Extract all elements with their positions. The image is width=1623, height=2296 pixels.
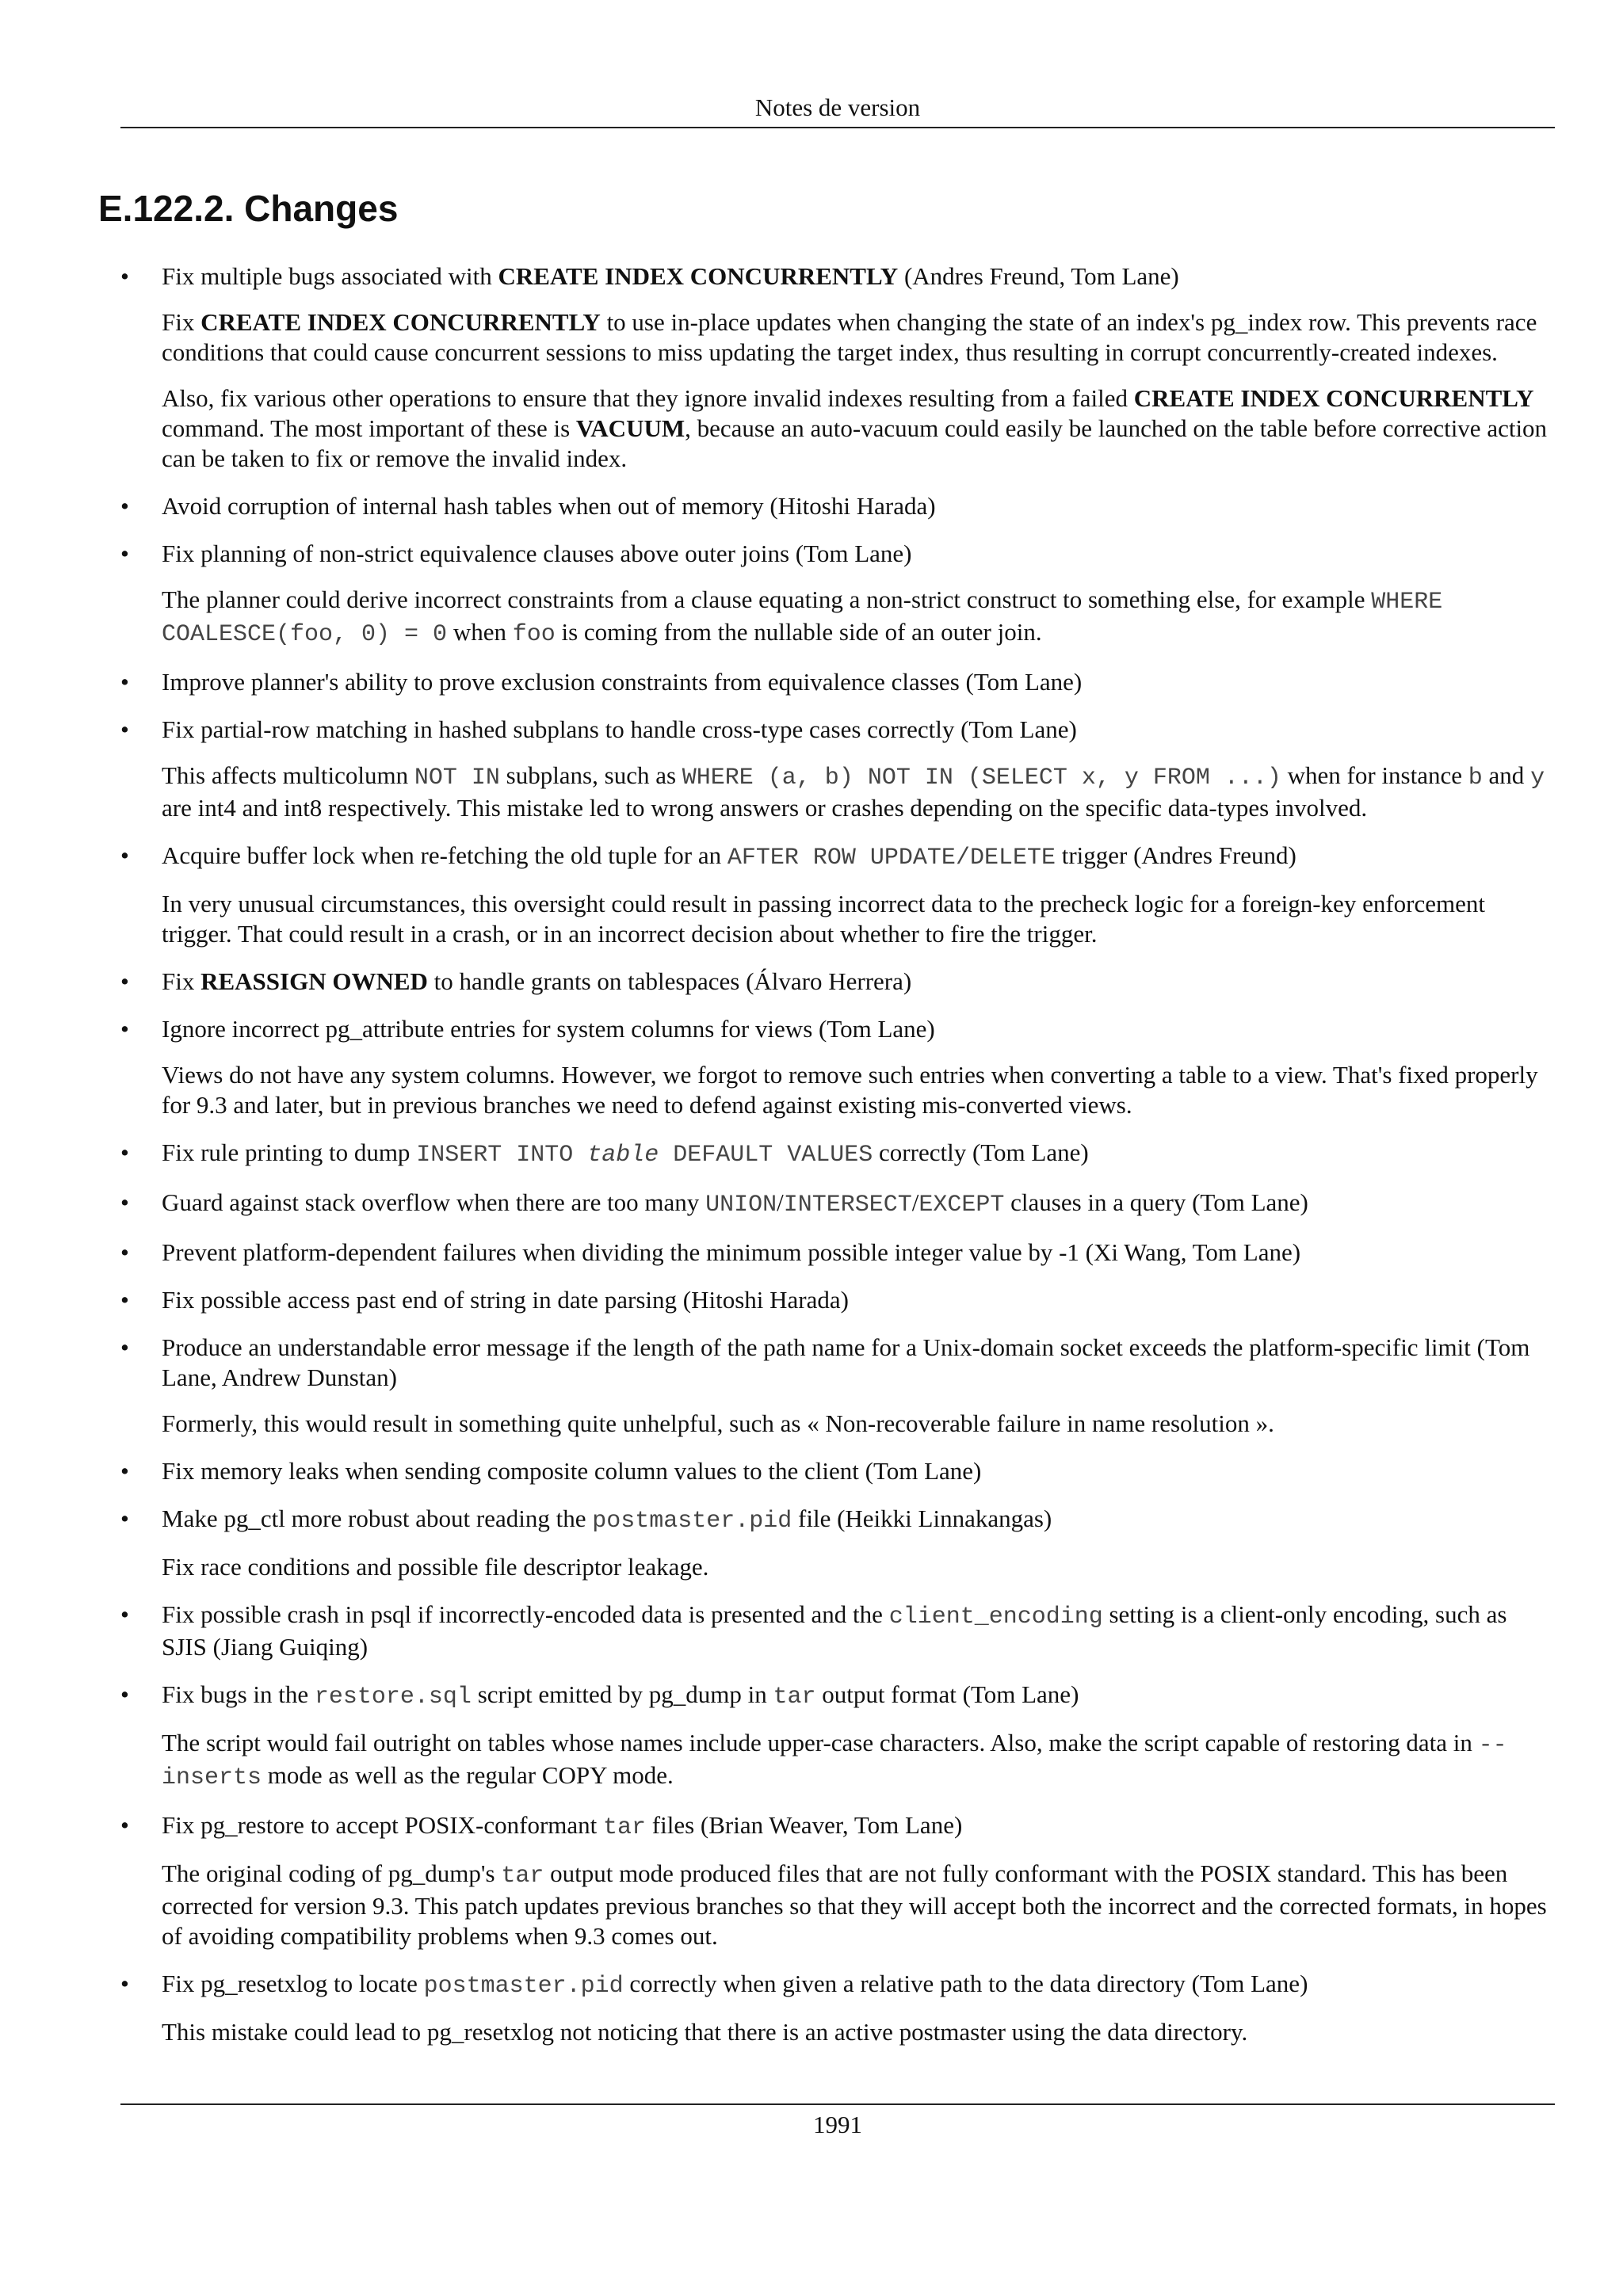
item-summary: Avoid corruption of internal hash tables when out of memory (Hitoshi Harada) [162, 492, 936, 520]
bullet: • [120, 1505, 129, 1532]
list-item [120, 967, 1555, 997]
bullet: • [120, 715, 129, 743]
page-number: 1991 [813, 2111, 862, 2138]
item-detail: The planner could derive incorrect constraints from a clause equating a non-strict construct to something else, for example WHERE COALESCE(foo, 0) = 0 when foo is coming from the nullable side of an outer join. [162, 585, 1443, 648]
item-summary: Fix pg_restore to accept POSIX-conformant tar files (Brian Weaver, Tom Lane) [162, 1811, 963, 1841]
footer-rule [120, 2103, 1555, 2105]
item-summary: Prevent platform-dependent failures when dividing the minimum possible integer value by -1 (Xi Wang, Tom Lane) [162, 1238, 1301, 1266]
list-item [120, 491, 1555, 521]
item-detail: Formerly, this would result in something quite unhelpful, such as « Non-recoverable failure in name resolution ». [162, 1409, 1274, 1437]
bullet: • [120, 1333, 129, 1361]
item-summary: Guard against stack overflow when there are too many UNION/INTERSECT/EXCEPT clauses in a query (Tom Lane) [162, 1188, 1308, 1219]
bullet: • [120, 1188, 129, 1216]
item-summary: Fix possible crash in psql if incorrectly-encoded data is presented and the client_encoding setting is a client-only encoding, such as SJIS (Jiang Guiqing) [162, 1600, 1507, 1661]
item-detail: In very unusual circumstances, this oversight could result in passing incorrect data to the precheck logic for a foreign-key enforcement trigger. That could result in a crash, or in an incorrect decision about whether to fire the trigger. [162, 890, 1485, 948]
list-item [120, 1238, 1555, 1268]
item-detail: Fix CREATE INDEX CONCURRENTLY to use in-place updates when changing the state of an index's pg_index row. This prevents race conditions that could cause concurrent sessions to miss updating the target index, thus resulting in corrupt concurrently-created indexes. [162, 308, 1537, 366]
bullet: • [120, 668, 129, 696]
bullet: • [120, 540, 129, 567]
bullet: • [120, 492, 129, 520]
item-summary: Fix bugs in the restore.sql script emitted by pg_dump in tar output format (Tom Lane) [162, 1680, 1079, 1711]
item-detail: Also, fix various other operations to ensure that they ignore invalid indexes resulting from a failed CREATE INDEX CONCURRENTLY command. The most important of these is VACUUM, because an auto-vacuum could easily be launched on the table before corrective action can be taken to fix or remove the invalid index. [162, 384, 1548, 472]
item-summary: Fix memory leaks when sending composite column values to the client (Tom Lane) [162, 1457, 982, 1485]
item-summary: Fix REASSIGN OWNED to handle grants on tablespaces (Álvaro Herrera) [162, 967, 912, 995]
bullet: • [120, 1600, 129, 1628]
item-summary: Fix rule printing to dump INSERT INTO table DEFAULT VALUES correctly (Tom Lane) [162, 1138, 1089, 1169]
item-summary: Fix multiple bugs associated with CREATE INDEX CONCURRENTLY (Andres Freund, Tom Lane) [162, 262, 1179, 290]
list-item [120, 261, 1555, 474]
item-detail: This affects multicolumn NOT IN subplans, such as WHERE (a, b) NOT IN (SELECT x, y FROM ...) when for instance b and y are int4 and int8 respectively. This mistake led to wrong answers or crashes depending on the specific data-types involved. [162, 761, 1545, 822]
item-summary: Fix planning of non-strict equivalence clauses above outer joins (Tom Lane) [162, 540, 912, 567]
bullet: • [120, 1138, 129, 1166]
item-detail: This mistake could lead to pg_resetxlog not noticing that there is an active postmaster using the data directory. [162, 2018, 1248, 2046]
bullet: • [120, 841, 129, 869]
list-item [120, 1969, 1555, 2047]
list-item [120, 667, 1555, 697]
list-item [120, 715, 1555, 823]
item-summary: Produce an understandable error message if the length of the path name for a Unix-domain socket exceeds the platform-specific limit (Tom Lane, Andrew Dunstan) [162, 1333, 1530, 1391]
list-item [120, 539, 1555, 650]
list-item [120, 1810, 1555, 1951]
list-item [120, 1285, 1555, 1315]
list-item [120, 1680, 1555, 1793]
section-title: E.122.2. Changes [98, 188, 399, 229]
bullet: • [120, 1015, 129, 1043]
item-summary: Fix possible access past end of string in date parsing (Hitoshi Harada) [162, 1286, 849, 1314]
item-detail: The original coding of pg_dump's tar output mode produced files that are not fully conformant with the POSIX standard. This has been corrected for version 9.3. This patch updates previous branches so that they will accept both the incorrect and the corrected formats, in hopes of avoiding compatibility problems when 9.3 comes out. [162, 1859, 1547, 1950]
item-detail: The script would fail outright on tables whose names include upper-case characters. Also, make the script capable of restoring data in --inserts mode as well as the regular COPY mode. [162, 1729, 1507, 1791]
change-list [120, 261, 1555, 2065]
bullet: • [120, 967, 129, 995]
item-summary: Improve planner's ability to prove exclusion constraints from equivalence classes (Tom Lane) [162, 668, 1083, 696]
item-detail: Fix race conditions and possible file descriptor leakage. [162, 1553, 709, 1581]
list-item [120, 1188, 1555, 1220]
bullet: • [120, 1286, 129, 1314]
list-item [120, 1504, 1555, 1582]
running-header: Notes de version [754, 93, 921, 121]
list-item [120, 1333, 1555, 1439]
list-item [120, 1456, 1555, 1486]
item-summary: Make pg_ctl more robust about reading the postmaster.pid file (Heikki Linnakangas) [162, 1505, 1052, 1535]
list-item [120, 1138, 1555, 1170]
bullet: • [120, 1680, 129, 1708]
item-summary: Ignore incorrect pg_attribute entries for system columns for views (Tom Lane) [162, 1015, 935, 1043]
bullet: • [120, 1811, 129, 1839]
bullet: • [120, 1238, 129, 1266]
bullet: • [120, 1970, 129, 1997]
item-summary: Fix pg_resetxlog to locate postmaster.pid correctly when given a relative path to the data directory (Tom Lane) [162, 1970, 1308, 2000]
header-rule [120, 127, 1555, 128]
bullet: • [120, 262, 129, 290]
item-summary: Acquire buffer lock when re-fetching the old tuple for an AFTER ROW UPDATE/DELETE trigger (Andres Freund) [162, 841, 1296, 871]
list-item [120, 1014, 1555, 1120]
list-item [120, 1600, 1555, 1662]
list-item [120, 841, 1555, 949]
item-detail: Views do not have any system columns. However, we forgot to remove such entries when converting a table to a view. That's fixed properly for 9.3 and later, but in previous branches we need to defend against existing mis-converted views. [162, 1061, 1538, 1119]
item-summary: Fix partial-row matching in hashed subplans to handle cross-type cases correctly (Tom Lane) [162, 715, 1077, 743]
bullet: • [120, 1457, 129, 1485]
